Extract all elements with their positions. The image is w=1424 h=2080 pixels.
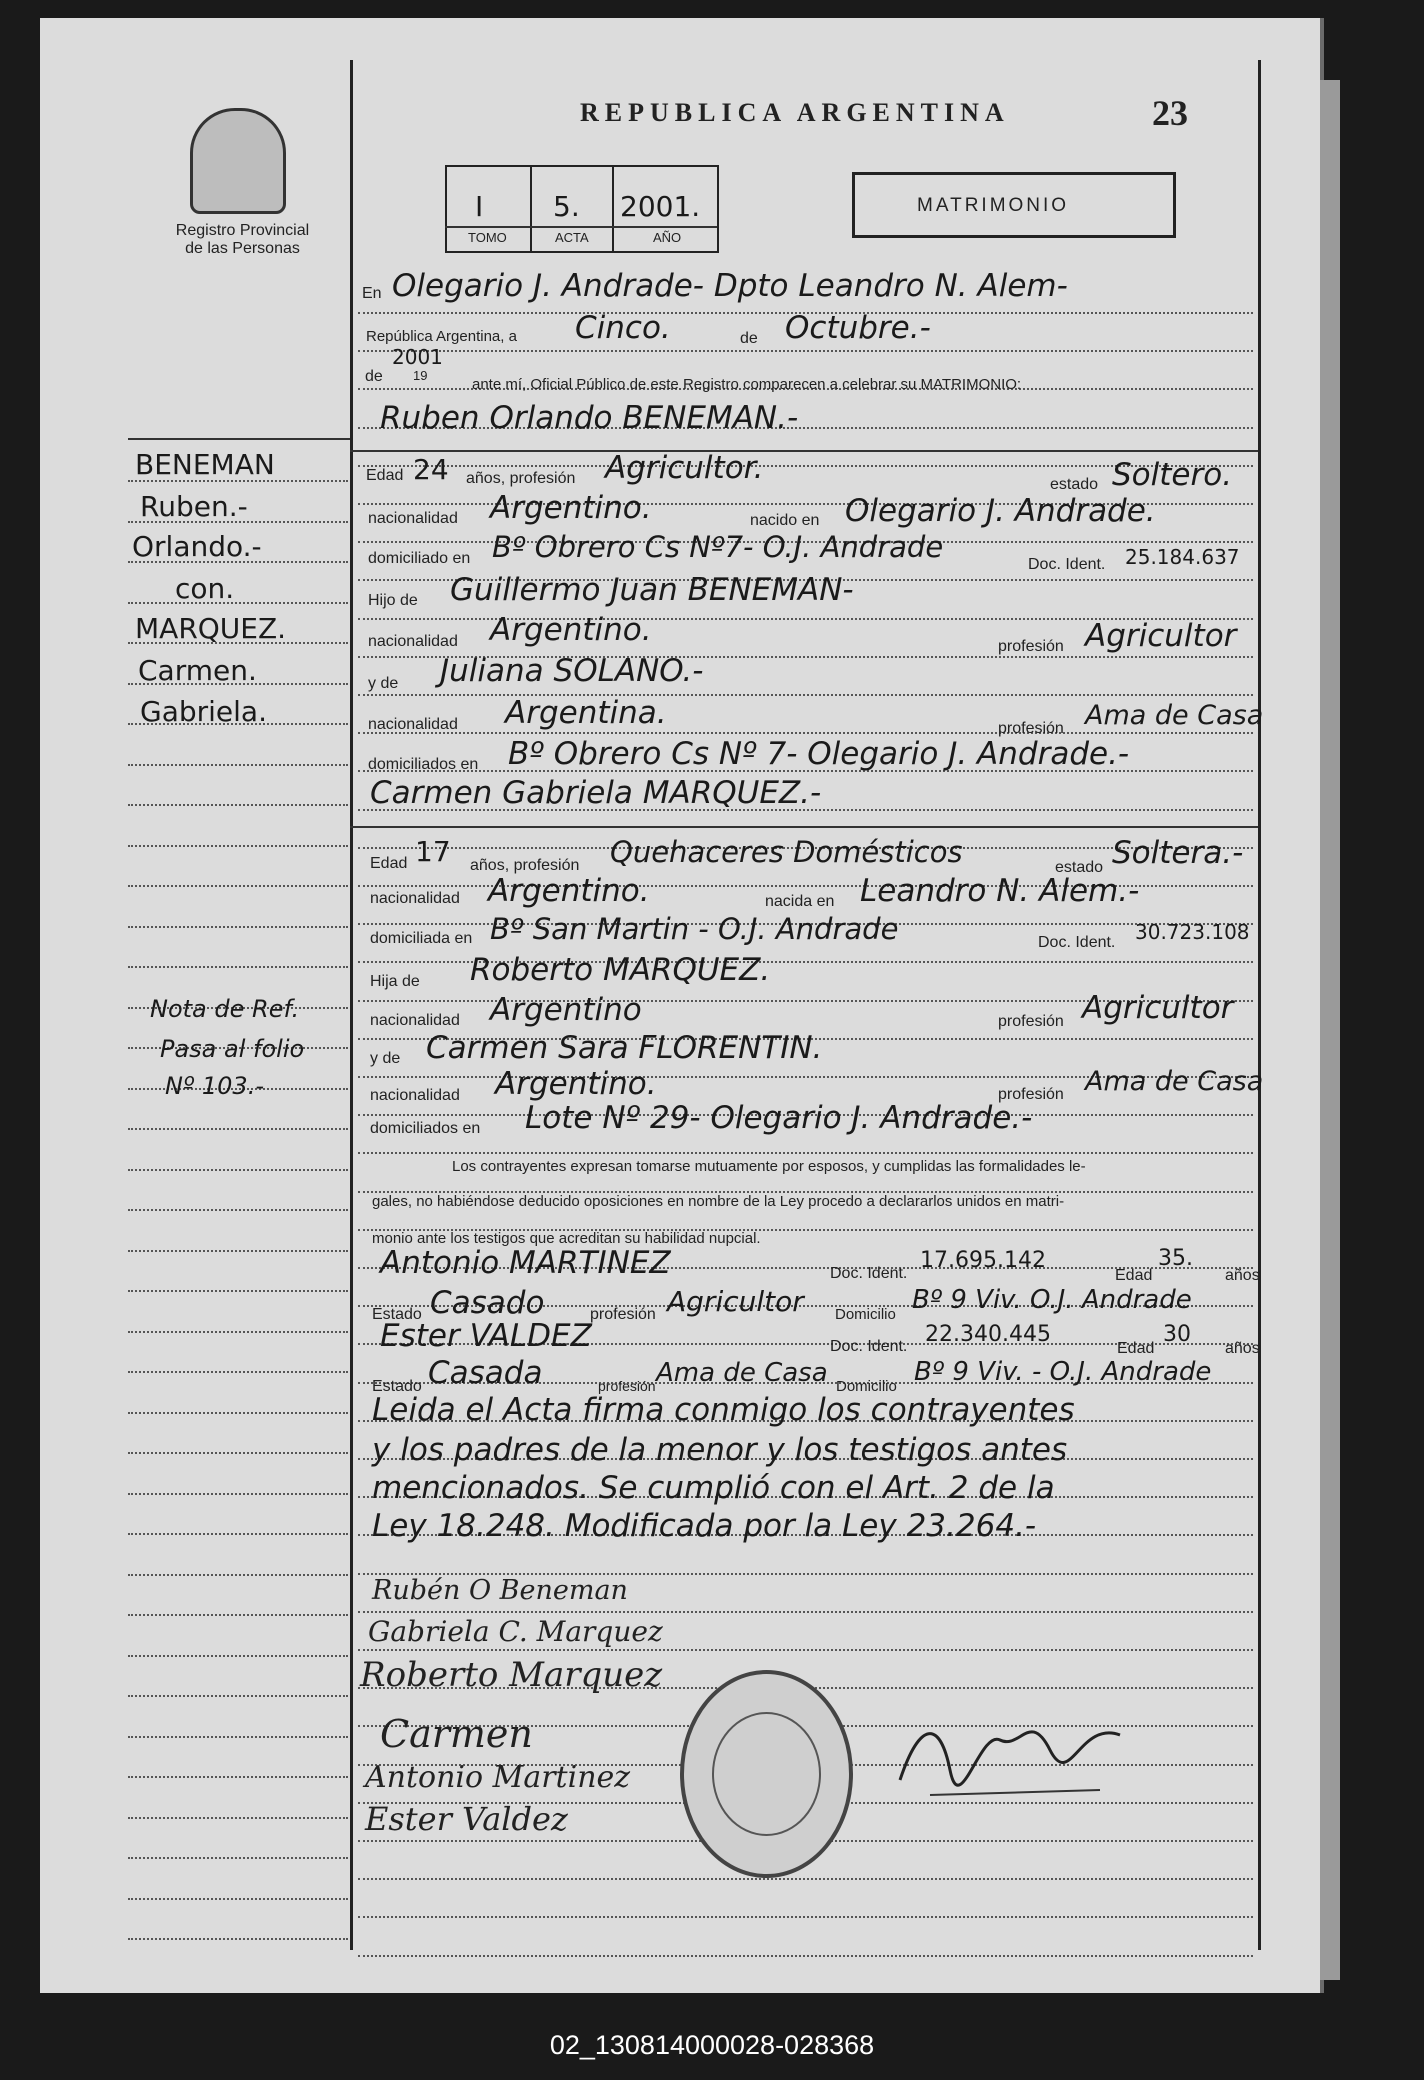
witness1-age: 35.: [1158, 1246, 1193, 1271]
margin-ruled-line: [128, 1493, 348, 1495]
yde-label: y de: [370, 1050, 401, 1067]
profesion-label: profesión: [998, 1086, 1064, 1103]
groom-father-nationality: Argentino.: [490, 612, 652, 648]
margin-ruled-line: [128, 885, 348, 887]
tomo-value: I: [475, 190, 484, 223]
body-ruled-line: [358, 1152, 1253, 1154]
page-number: 23: [1152, 93, 1188, 133]
marriage-day: Cinco.: [575, 310, 671, 346]
body-ruled-line: [358, 1611, 1253, 1613]
body-ruled-line: [358, 732, 1253, 734]
registry-seal-icon: [190, 108, 286, 214]
bride-parents-address: Lote Nº 29- Olegario J. Andrade.-: [525, 1100, 1033, 1136]
body-ruled-line: [358, 1878, 1253, 1880]
margin-name: Ruben.-: [140, 490, 248, 523]
domiciliada-label: domiciliada en: [370, 930, 473, 947]
groom-mother-nationality: Argentina.: [505, 695, 667, 731]
groom-father-profession: Agricultor: [1085, 618, 1237, 654]
acta-value: 5.: [553, 190, 580, 223]
official-signature-icon: [890, 1700, 1140, 1810]
margin-ruled-line: [128, 1533, 348, 1535]
nacionalidad-label: nacionalidad: [370, 890, 460, 907]
ref-divider: [530, 165, 532, 251]
margin-ruled-line: [128, 1290, 348, 1292]
margin-name: BENEMAN: [135, 448, 275, 481]
ano-label: AÑO: [653, 230, 682, 245]
margin-note: Pasa al folio: [160, 1035, 305, 1063]
witness1-address: Bº 9 Viv. O.J. Andrade: [912, 1285, 1192, 1315]
signature: Antonio Martinez: [365, 1760, 631, 1795]
marriage-month: Octubre.-: [785, 310, 931, 346]
margin-ruled-line: [128, 1857, 348, 1859]
margin-name: MARQUEZ.: [135, 612, 287, 645]
margin-ruled-line: [128, 966, 348, 968]
tomo-label: TOMO: [468, 230, 507, 245]
margin-ruled-line: [128, 764, 348, 766]
closing-line: Ley 18.248. Modificada por la Ley 23.264.-: [372, 1508, 1037, 1544]
groom-address: Bº Obrero Cs Nº7- O.J. Andrade: [492, 530, 944, 564]
margin-ruled-line: [128, 1412, 348, 1414]
hija-label: Hija de: [370, 973, 420, 990]
groom-doc: 25.184.637: [1125, 545, 1240, 569]
doc-label: Doc. Ident.: [1038, 934, 1116, 951]
profesion-label: profesión: [998, 638, 1064, 655]
domicilio-label: domiciliado en: [368, 550, 471, 567]
anos-label: años: [1225, 1267, 1260, 1284]
page-edge: [1320, 80, 1340, 1980]
domicilio-label: Domicilio: [835, 1306, 896, 1323]
doc-label: Doc. Ident.: [830, 1338, 908, 1355]
republica-label: República Argentina, a: [366, 328, 517, 345]
office-name: Registro Provincial de las Personas: [175, 222, 310, 257]
margin-ruled-line: [128, 1331, 348, 1333]
bride-father-nationality: Argentino: [490, 992, 642, 1028]
edad-label: Edad: [366, 467, 404, 484]
body-ruled-line: [358, 1955, 1253, 1957]
bride-birthplace: Leandro N. Alem.-: [860, 873, 1140, 909]
margin-ruled-line: [128, 1817, 348, 1819]
bride-profession: Quehaceres Domésticos: [610, 835, 963, 869]
domicilio-label: Domicilio: [836, 1378, 897, 1395]
signature: Gabriela C. Marquez: [368, 1615, 663, 1648]
margin-ruled-line: [128, 1695, 348, 1697]
country-title: REPUBLICA ARGENTINA: [580, 98, 1010, 127]
profesion-label: profesión: [590, 1306, 656, 1323]
margin-name: Gabriela.: [140, 695, 267, 728]
estado-label: estado: [1050, 476, 1099, 493]
bride-status: Soltera.-: [1112, 835, 1244, 871]
profesion-label: profesión: [598, 1378, 656, 1394]
margin-name: con.: [175, 572, 235, 605]
bride-full-name: Carmen Gabriela MARQUEZ.-: [370, 775, 822, 811]
witness1-profession: Agricultor: [667, 1285, 804, 1318]
en-label: En: [362, 285, 382, 302]
margin-ruled-line: [128, 1574, 348, 1576]
registry-stamp-icon: [680, 1670, 853, 1878]
witness1-status: Casado: [430, 1285, 545, 1321]
witness2-status: Casada: [428, 1355, 543, 1391]
signature: Roberto Marquez: [360, 1655, 663, 1695]
margin-ruled-line: [128, 1128, 348, 1130]
doc-label: Doc. Ident.: [830, 1265, 908, 1282]
margin-ruled-line: [128, 1898, 348, 1900]
declaration-line: gales, no habiéndose deducido oposiciones en nombre de la Ley procedo a declararlos unidos en matri-: [372, 1193, 1065, 1210]
groom-full-name: Ruben Orlando BENEMAN.-: [380, 400, 799, 436]
estado-label: Estado: [372, 1378, 422, 1395]
signature: Carmen: [380, 1712, 533, 1756]
margin-ruled-line: [128, 1250, 348, 1252]
witness2-age: 30: [1163, 1322, 1191, 1347]
document-type: MATRIMONIO: [917, 195, 1070, 216]
estado-label: Estado: [372, 1306, 422, 1323]
image-id: 02_130814000028-028368: [549, 2030, 875, 2060]
body-ruled-line: [358, 350, 1253, 352]
nacionalidad-label: nacionalidad: [368, 716, 458, 733]
body-ruled-line: [358, 694, 1253, 696]
bride-nationality: Argentino.: [488, 873, 650, 909]
margin-ruled-line: [128, 1209, 348, 1211]
bride-mother-profession: Ama de Casa: [1085, 1066, 1264, 1097]
profesion-label: profesión: [998, 720, 1064, 737]
margin-name: Carmen.: [138, 654, 257, 687]
margin-ruled-line: [128, 845, 348, 847]
bride-age: 17: [415, 835, 451, 868]
witness1-doc: 17.695.142: [920, 1248, 1046, 1273]
bride-doc: 30.723.108: [1135, 920, 1250, 944]
printed-year: 19: [413, 368, 428, 383]
domiciliados-label: domiciliados en: [368, 756, 479, 773]
section-rule: [128, 438, 350, 440]
groom-status: Soltero.: [1112, 457, 1233, 493]
left-margin-line: [350, 60, 353, 1950]
ref-divider: [612, 165, 614, 251]
margin-ruled-line: [128, 1371, 348, 1373]
hijo-label: Hijo de: [368, 592, 418, 609]
bride-mother: Carmen Sara FLORENTIN.: [426, 1030, 823, 1066]
witness1-name: Antonio MARTINEZ: [380, 1245, 671, 1281]
section-rule: [350, 450, 1258, 452]
margin-ruled-line: [128, 1776, 348, 1778]
bride-mother-nationality: Argentino.: [495, 1066, 657, 1102]
closing-line: Leida el Acta firma conmigo los contrayentes: [372, 1392, 1075, 1428]
ano-value: 2001.: [620, 190, 701, 223]
bride-father-profession: Agricultor: [1082, 990, 1234, 1026]
margin-ruled-line: [128, 1655, 348, 1657]
section-rule: [350, 826, 1258, 828]
declaration-line: Los contrayentes expresan tomarse mutuamente por esposos, y cumplidas las formalidades le-: [452, 1158, 1086, 1175]
margin-note: Nota de Ref.: [150, 995, 300, 1023]
doc-label: Doc. Ident.: [1028, 556, 1106, 573]
witness2-address: Bº 9 Viv. - O.J. Andrade: [914, 1357, 1212, 1387]
margin-note: Nº 103.-: [165, 1072, 264, 1100]
nacionalidad-label: nacionalidad: [370, 1012, 460, 1029]
margin-ruled-line: [128, 1736, 348, 1738]
body-ruled-line: [358, 1649, 1253, 1651]
nacionalidad-label: nacionalidad: [370, 1087, 460, 1104]
bride-address: Bº San Martin - O.J. Andrade: [490, 912, 899, 946]
anos-label: años: [1225, 1340, 1260, 1357]
margin-ruled-line: [128, 1614, 348, 1616]
groom-nationality: Argentino.: [490, 490, 652, 526]
margin-ruled-line: [128, 1452, 348, 1454]
edad-label: Edad: [370, 855, 408, 872]
anos-profesion-label: años, profesión: [470, 857, 580, 874]
margin-ruled-line: [128, 602, 348, 604]
right-margin-line: [1258, 60, 1261, 1950]
bride-father: Roberto MARQUEZ.: [470, 952, 771, 988]
profesion-label: profesión: [998, 1013, 1064, 1030]
declaration-line: monio ante los testigos que acreditan su habilidad nupcial.: [372, 1230, 761, 1247]
witness2-profession: Ama de Casa: [656, 1358, 828, 1388]
anos-profesion-label: años, profesión: [466, 470, 576, 487]
groom-birthplace: Olegario J. Andrade.: [845, 493, 1156, 529]
de-label: de: [740, 330, 758, 347]
margin-ruled-line: [128, 1938, 348, 1940]
nacionalidad-label: nacionalidad: [368, 633, 458, 650]
margin-ruled-line: [128, 804, 348, 806]
groom-age: 24: [413, 453, 449, 486]
nacida-label: nacida en: [765, 893, 835, 910]
witness2-doc: 22.340.445: [925, 1322, 1051, 1347]
groom-profession: Agricultor.: [605, 450, 764, 486]
body-ruled-line: [358, 1916, 1253, 1918]
edad-label: Edad: [1115, 1267, 1153, 1284]
margin-ruled-line: [128, 1169, 348, 1171]
witness2-name: Ester VALDEZ: [380, 1318, 592, 1354]
signature: Ester Valdez: [365, 1800, 568, 1838]
estado-label: estado: [1055, 859, 1104, 876]
appear-text: ante mí, Oficial Público de este Registro comparecen a celebrar su MATRIMONIO:: [472, 376, 1022, 393]
year-prefix: de: [365, 368, 383, 385]
domiciliados-label: domiciliados en: [370, 1120, 481, 1137]
closing-line: y los padres de la menor y los testigos antes: [372, 1432, 1068, 1468]
groom-parents-address: Bº Obrero Cs Nº 7- Olegario J. Andrade.-: [508, 736, 1130, 772]
groom-father: Guillermo Juan BENEMAN-: [450, 572, 854, 608]
groom-mother-profession: Ama de Casa: [1085, 700, 1264, 731]
place: Olegario J. Andrade- Dpto Leandro N. Alem-: [392, 268, 1068, 304]
marriage-year: 2001: [392, 345, 443, 369]
acta-label: ACTA: [555, 230, 589, 245]
ref-divider: [445, 226, 717, 228]
signature: Rubén O Beneman: [372, 1575, 628, 1606]
nacionalidad-label: nacionalidad: [368, 510, 458, 527]
nacido-label: nacido en: [750, 512, 820, 529]
groom-mother: Juliana SOLANO.-: [440, 653, 704, 689]
edad-label: Edad: [1117, 1340, 1155, 1357]
closing-line: mencionados. Se cumplió con el Art. 2 de la: [372, 1470, 1055, 1506]
margin-name: Orlando.-: [132, 530, 262, 563]
yde-label: y de: [368, 675, 399, 692]
margin-ruled-line: [128, 926, 348, 928]
